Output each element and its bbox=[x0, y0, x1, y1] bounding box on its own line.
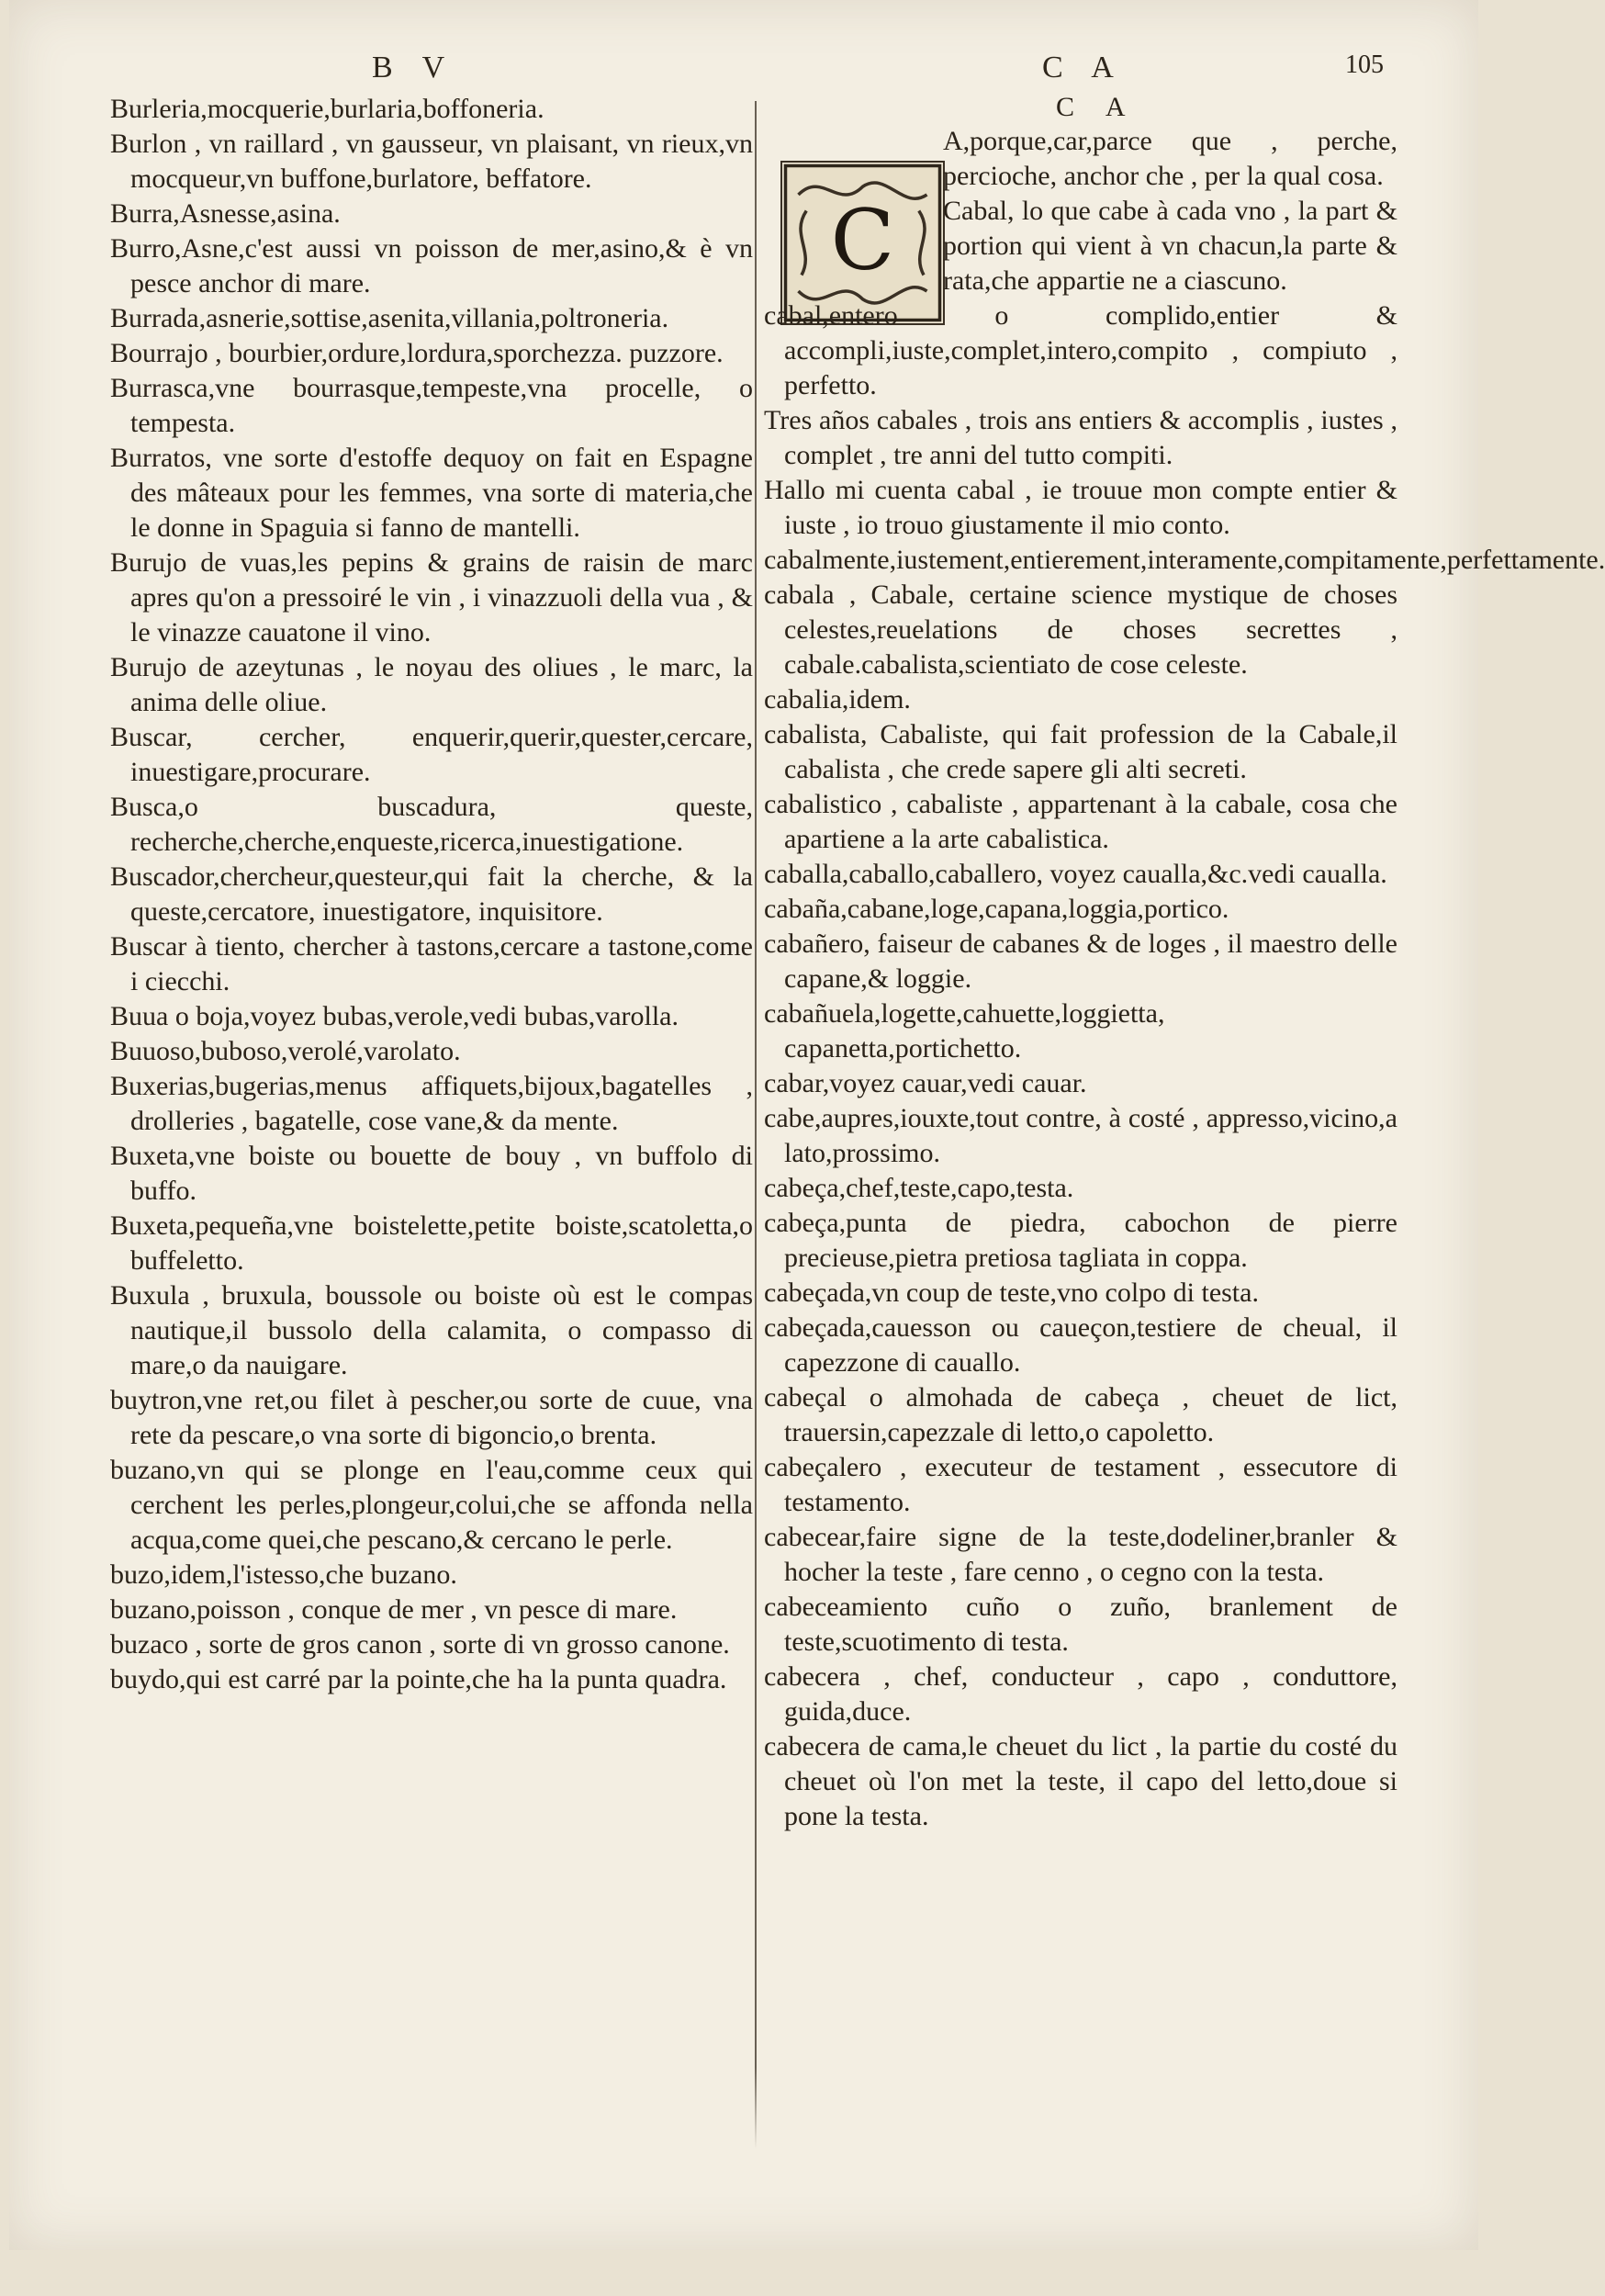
dictionary-entry: cabeçada,vn coup de teste,vno colpo di testa. bbox=[764, 1277, 1259, 1308]
dictionary-entry: cabalista, Cabaliste, qui fait profession de la Cabale,il cabalista , che crede sapere gli alti secreti. bbox=[764, 719, 1397, 784]
dictionary-entry: Buscar, cercher, enquerir,querir,quester,cercare, inuestigare,procurare. bbox=[110, 722, 753, 787]
dictionary-entry: cabeça,chef,teste,capo,testa. bbox=[764, 1173, 1074, 1203]
dictionary-entry: cabalia,idem. bbox=[764, 684, 911, 715]
dictionary-entry: Hallo mi cuenta cabal , ie trouue mon compte entier & iuste , io trouo giustamente il mio conto. bbox=[764, 475, 1397, 540]
dictionary-entry: cabeçalero , executeur de testament , essecutore di testamento. bbox=[764, 1452, 1397, 1517]
dictionary-entry: cabañero, faiseur de cabanes & de loges , il maestro delle capane,& loggie. bbox=[764, 929, 1397, 994]
dictionary-entry: buydo,qui est carré par la pointe,che ha la punta quadra. bbox=[110, 1664, 727, 1694]
dictionary-entry: buzo,idem,l'istesso,che buzano. bbox=[110, 1559, 457, 1590]
dictionary-entry: Tres años cabales , trois ans entiers & accomplis , iustes , complet , tre anni del tutto compiti. bbox=[764, 405, 1397, 470]
dictionary-entry: Buscador,chercheur,questeur,qui fait la cherche, & la queste,cercatore, inuestigatore, inquisitore. bbox=[110, 861, 753, 927]
page bbox=[9, 0, 1605, 2250]
dictionary-entry: cabal,entero o complido,entier & accompli,iuste,complet,intero,compito , compiuto , perfetto. bbox=[764, 300, 1397, 400]
running-head-left: B V bbox=[372, 51, 456, 84]
dictionary-entry: cabalistico , cabaliste , appartenant à la cabale, cosa che apartiene a la arte cabalistica. bbox=[764, 789, 1397, 854]
dictionary-entry: Burra,Asnesse,asina. bbox=[110, 198, 341, 229]
dictionary-entry: Cabal, lo que cabe à cada vno , la part & portion qui vient à vn chacun,la parte & rata,che appartie ne a ciascuno. bbox=[943, 196, 1397, 296]
initial-letter: C bbox=[830, 192, 895, 289]
dictionary-entry: cabaña,cabane,loge,capana,loggia,portico. bbox=[764, 894, 1229, 924]
dictionary-entry: cabecera de cama,le cheuet du lict , la partie du costé du cheuet où l'on met la teste, il capo del letto,doue si pone la testa. bbox=[764, 1731, 1397, 1831]
dictionary-entry: Burujo de vuas,les pepins & grains de raisin de marc apres qu'on a pressoiré le vin , i vinazzuoli della vua , & le vinazze cauatone il vino. bbox=[110, 547, 753, 647]
dictionary-entry: buytron,vne ret,ou filet à pescher,ou sorte de cuue, vna rete da pescare,o vna sorte di bigoncio,o brenta. bbox=[110, 1385, 753, 1450]
dictionary-entry: cabañuela,logette,cahuette,loggietta, capanetta,portichetto. bbox=[764, 998, 1165, 1064]
dictionary-entry: cabeçada,cauesson ou caueçon,testiere de cheual, il capezzone di cauallo. bbox=[764, 1312, 1397, 1378]
dictionary-entry: Buxula , bruxula, boussole ou boiste où est le compas nautique,il bussolo della calamita, o compasso di mare,o da nauigare. bbox=[110, 1280, 753, 1380]
dictionary-entry: cabalmente,iustement,entierement,interamente,compitamente,perfettamente. bbox=[764, 545, 1605, 575]
page-number: 105 bbox=[1345, 51, 1384, 79]
dictionary-entry: buzaco , sorte de gros canon , sorte di vn grosso canone. bbox=[110, 1629, 730, 1660]
dictionary-entry: Bourrajo , bourbier,ordure,lordura,sporchezza. puzzore. bbox=[110, 338, 724, 368]
dictionary-entry: Buuoso,buboso,verolé,varolato. bbox=[110, 1036, 461, 1066]
dictionary-entry: cabeçal o almohada de cabeça , cheuet de lict, trauersin,capezzale di letto,o capoletto. bbox=[764, 1382, 1397, 1447]
dictionary-entry: Buxerias,bugerias,menus affiquets,bijoux,bagatelles , drolleries , bagatelle, cose vane,& da mente. bbox=[110, 1071, 753, 1136]
left-column bbox=[110, 92, 753, 1697]
dictionary-entry: cabe,aupres,iouxte,tout contre, à costé , appresso,vicino,a lato,prossimo. bbox=[764, 1103, 1397, 1168]
dictionary-entry: Burrada,asnerie,sottise,asenita,villania,poltroneria. bbox=[110, 303, 669, 333]
dictionary-entry: caballa,caballo,caballero, voyez caualla,&c.vedi caualla. bbox=[764, 859, 1387, 889]
dictionary-entry: cabeça,punta de piedra, cabochon de pierre precieuse,pietra pretiosa tagliata in coppa. bbox=[764, 1208, 1397, 1273]
dictionary-entry: A,porque,car,parce que , perche, percioche, anchor che , per la qual cosa. bbox=[943, 126, 1397, 191]
dictionary-entry: Buua o boja,voyez bubas,verole,vedi bubas,varolla. bbox=[110, 1001, 679, 1031]
dictionary-entry: Burro,Asne,c'est aussi vn poisson de mer,asino,& è vn pesce anchor di mare. bbox=[110, 233, 753, 298]
dictionary-entry: Buxeta,vne boiste ou bouette de bouy , vn buffolo di buffo. bbox=[110, 1141, 753, 1206]
dictionary-entry: Buxeta,pequeña,vne boistelette,petite boiste,scatoletta,o buffeletto. bbox=[110, 1210, 753, 1276]
dictionary-entry: Burratos, vne sorte d'estoffe dequoy on fait en Espagne des mâteaux pour les femmes, vna sorte di materia,che le donne in Spaguia si fanno de mantelli. bbox=[110, 443, 753, 543]
dictionary-entry: cabeceamiento cuño o zuño, branlement de teste,scuotimento di testa. bbox=[764, 1592, 1397, 1657]
dictionary-entry: Burleria,mocquerie,burlaria,boffoneria. bbox=[110, 94, 544, 124]
section-heading: C A bbox=[1056, 92, 1139, 122]
dictionary-entry: Burujo de azeytunas , le noyau des oliues , le marc, la anima delle oliue. bbox=[110, 652, 753, 717]
dictionary-entry: cabar,voyez cauar,vedi cauar. bbox=[764, 1068, 1087, 1098]
dictionary-entry: Burlon , vn raillard , vn gausseur, vn plaisant, vn rieux,vn mocqueur,vn buffone,burlatore, beffatore. bbox=[110, 129, 753, 194]
column-rule bbox=[755, 101, 757, 2149]
dictionary-entry: cabecera , chef, conducteur , capo , conduttore, guida,duce. bbox=[764, 1661, 1397, 1727]
dictionary-entry: Burrasca,vne bourrasque,tempeste,vna procelle, o tempesta. bbox=[110, 373, 753, 438]
dictionary-entry: Buscar à tiento, chercher à tastons,cercare a tastone,come i ciecchi. bbox=[110, 931, 753, 996]
running-head-right: C A bbox=[1042, 51, 1125, 84]
dictionary-entry: buzano,poisson , conque de mer , vn pesce di mare. bbox=[110, 1594, 678, 1625]
dictionary-entry: Busca,o buscadura, queste, recherche,cherche,enqueste,ricerca,inuestigatione. bbox=[110, 792, 753, 857]
right-column bbox=[764, 124, 1605, 1834]
dictionary-entry: cabecear,faire signe de la teste,dodeliner,branler & hocher la teste , fare cenno , o cegno con la testa. bbox=[764, 1522, 1397, 1587]
dictionary-entry: cabala , Cabale, certaine science mystique de choses celestes,reuelations de choses secrettes , cabale.cabalista,scientiato de cose celeste. bbox=[764, 580, 1397, 680]
dictionary-entry: buzano,vn qui se plonge en l'eau,comme ceux qui cerchent les perles,plongeur,colui,che se affonda nella acqua,come quei,che pescano,& cercano le perle. bbox=[110, 1455, 753, 1555]
